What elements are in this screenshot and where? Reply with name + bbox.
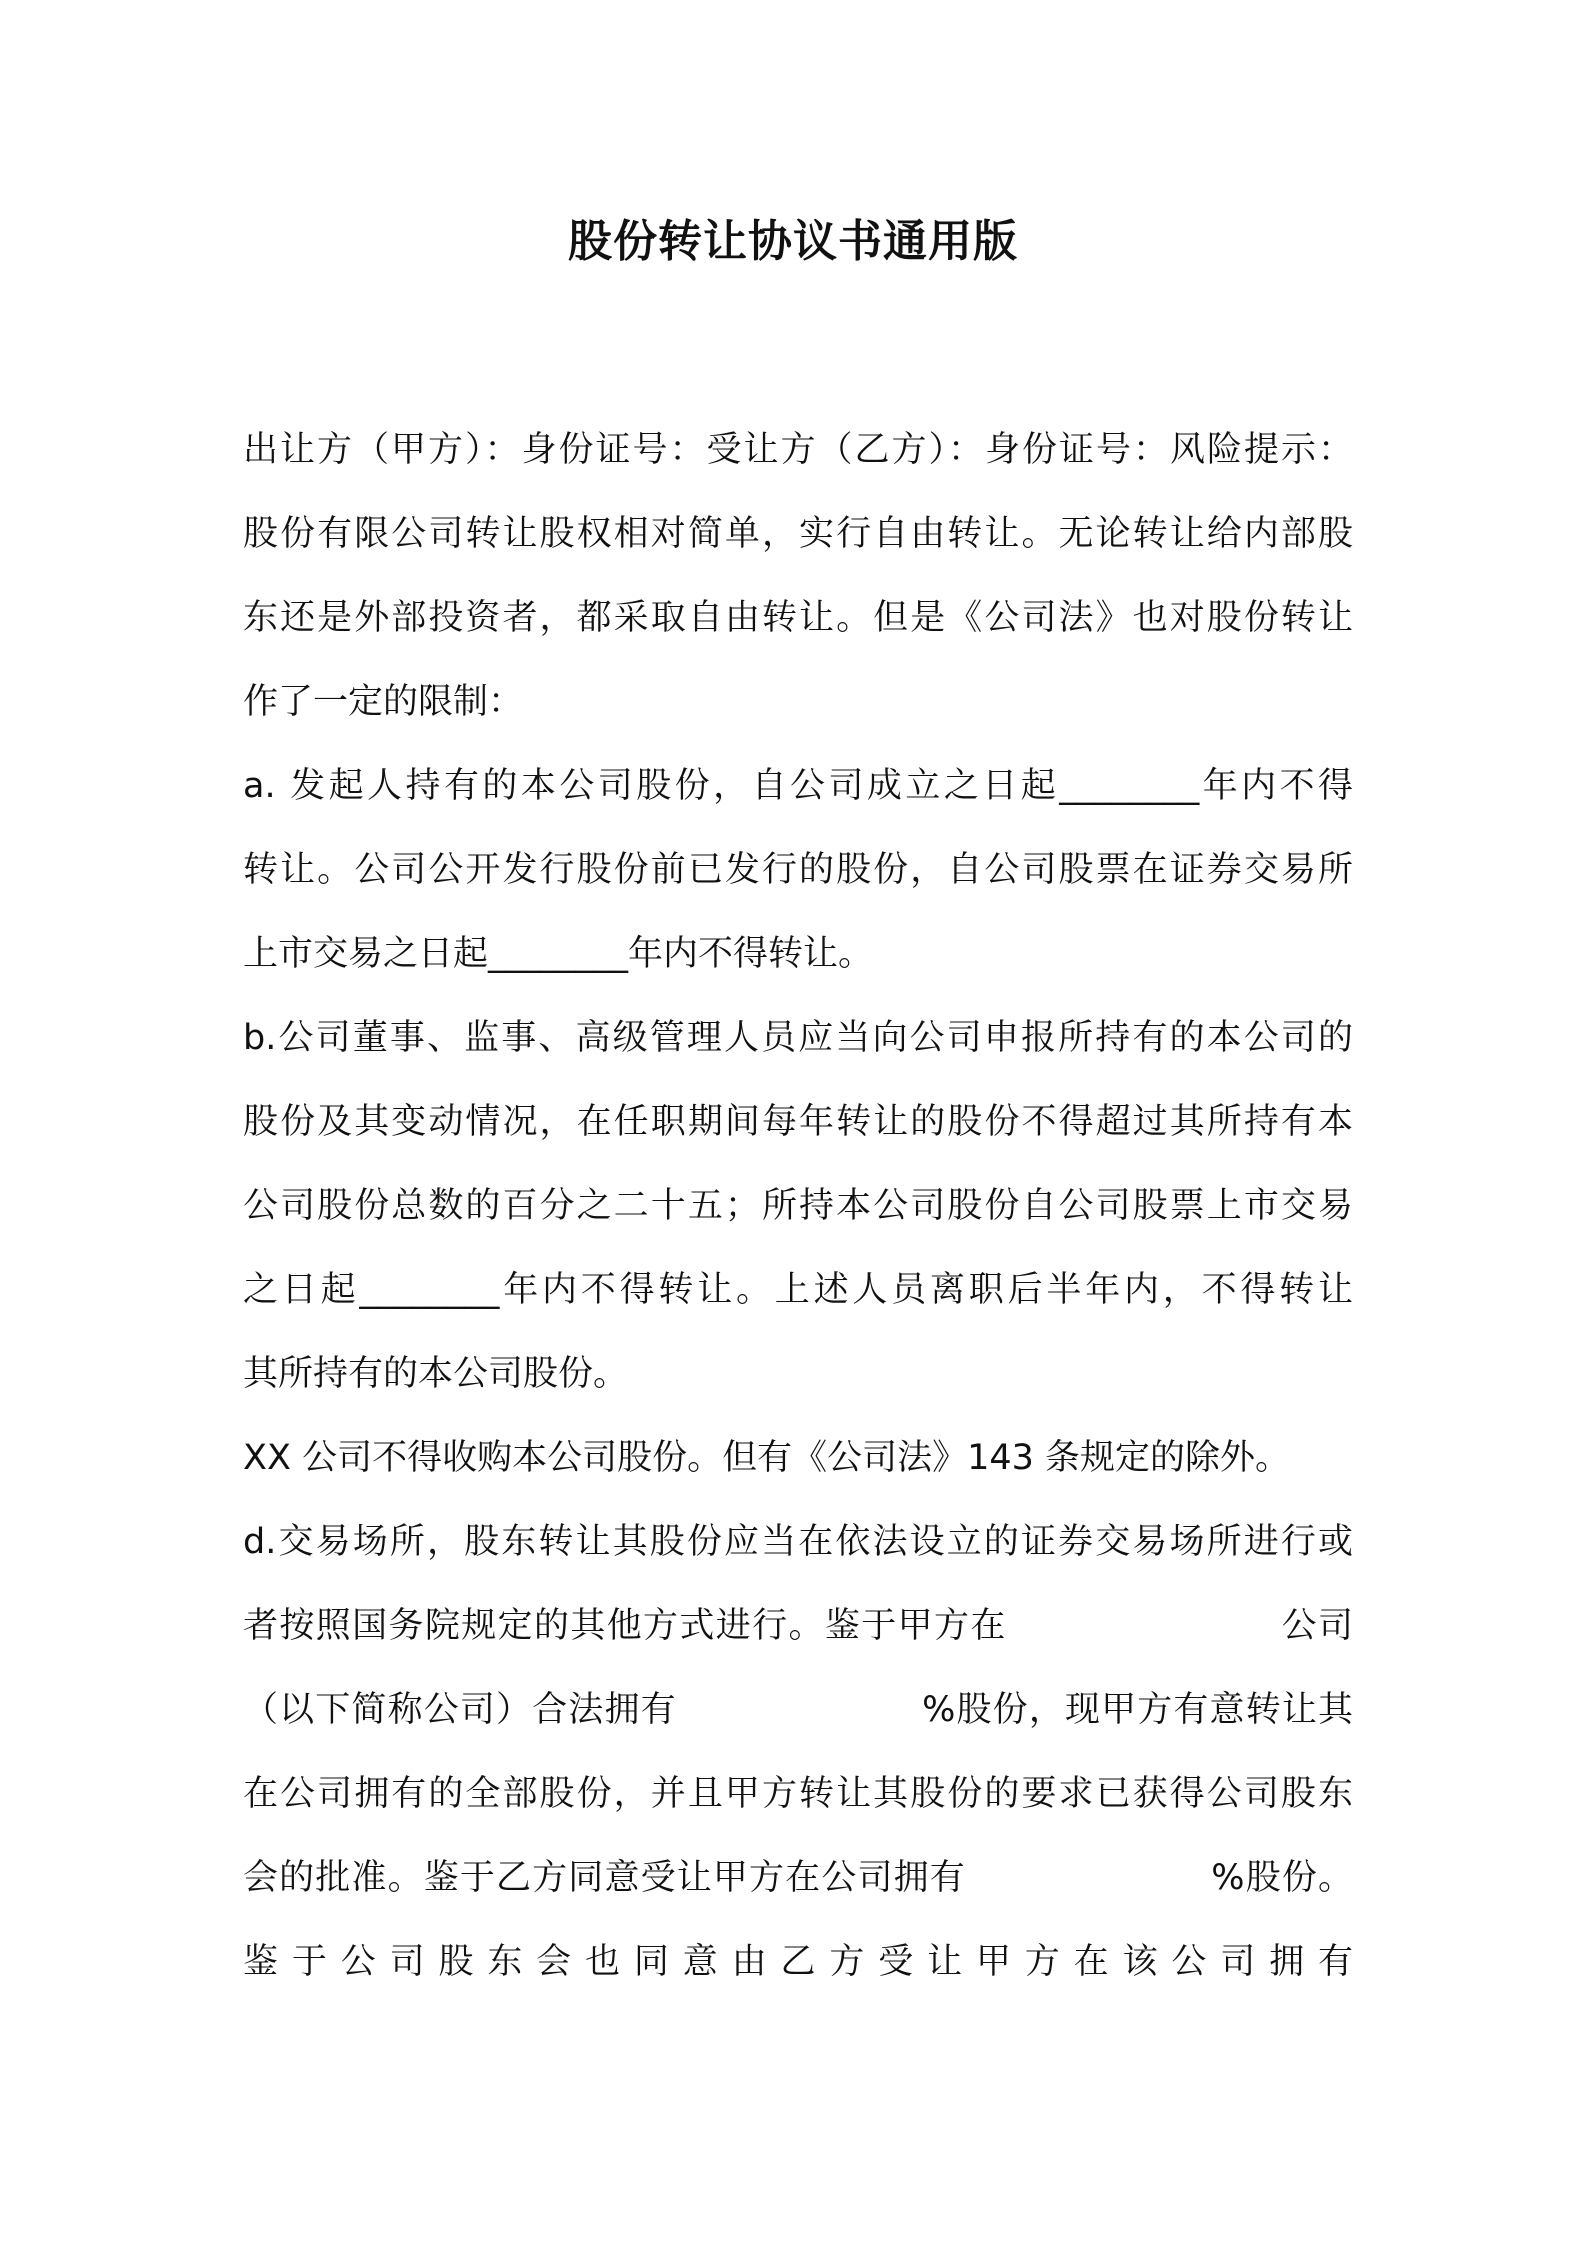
body-line: 股份有限公司转让股权相对简单，实行自由转让。无论转让给内部股 xyxy=(243,514,1353,554)
document-body xyxy=(243,408,1353,2004)
body-line: （以下简称公司）合法拥有 %股份，现甲方有意转让其 xyxy=(243,1690,1353,1730)
body-line: a. 发起人持有的本公司股份，自公司成立之日起________年内不得 xyxy=(243,766,1353,806)
body-line: 鉴于公司股东会也同意由乙方受让甲方在该公司拥有 xyxy=(243,1942,1353,1982)
body-line: XX 公司不得收购本公司股份。但有《公司法》143 条规定的除外。 xyxy=(243,1438,1291,1478)
body-line: 其所持有的本公司股份。 xyxy=(243,1354,629,1394)
body-line: 公司股份总数的百分之二十五；所持本公司股份自公司股票上市交易 xyxy=(243,1186,1353,1226)
body-line: 转让。公司公开发行股份前已发行的股份，自公司股票在证券交易所 xyxy=(243,850,1353,890)
body-line: 股份及其变动情况，在任职期间每年转让的股份不得超过其所持有本 xyxy=(243,1102,1353,1142)
body-line: b.公司董事、监事、高级管理人员应当向公司申报所持有的本公司的 xyxy=(243,1018,1353,1058)
body-line: 出让方（甲方）：身份证号：受让方（乙方）：身份证号：风险提示： xyxy=(243,430,1353,470)
body-line: 在公司拥有的全部股份，并且甲方转让其股份的要求已获得公司股东 xyxy=(243,1774,1353,1814)
body-line: d.交易场所，股东转让其股份应当在依法设立的证券交易场所进行或 xyxy=(243,1522,1353,1562)
body-line: 上市交易之日起________年内不得转让。 xyxy=(243,934,874,974)
body-line: 作了一定的限制： xyxy=(243,682,524,722)
body-line: 会的批准。鉴于乙方同意受让甲方在公司拥有 %股份。 xyxy=(243,1858,1353,1898)
body-line: 之日起________年内不得转让。上述人员离职后半年内，不得转让 xyxy=(243,1270,1353,1310)
body-line: 东还是外部投资者，都采取自由转让。但是《公司法》也对股份转让 xyxy=(243,598,1353,638)
body-line: 者按照国务院规定的其他方式进行。鉴于甲方在 公司 xyxy=(243,1606,1353,1646)
document-title: 股份转让协议书通用版 xyxy=(568,216,1018,267)
